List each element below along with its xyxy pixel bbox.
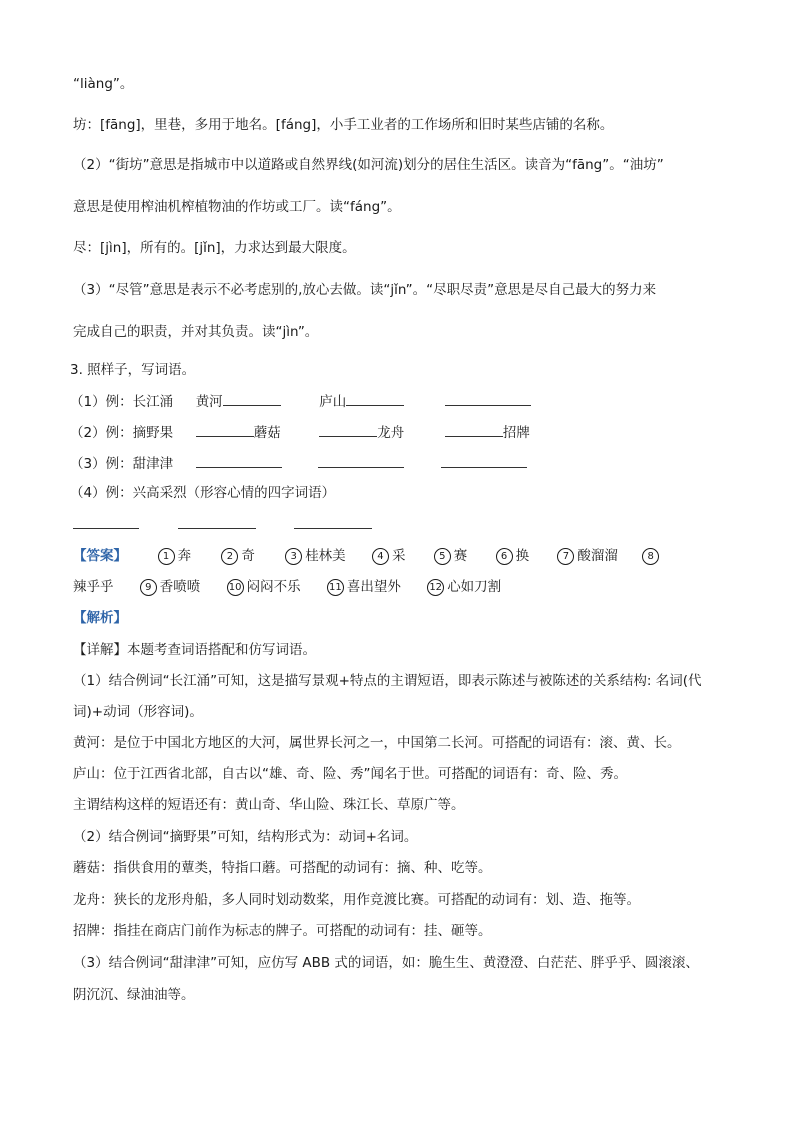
- answer-item: 11 喜出望外: [327, 579, 401, 595]
- exercise-row-1: [70, 391, 531, 411]
- answer-item: 8: [642, 548, 662, 564]
- answer-item: 4 采: [372, 548, 406, 564]
- text-line: 尽：[jìn]，所有的。[jǐn]，力求达到最大限度。: [73, 240, 356, 256]
- answer-item: 5 赛: [434, 548, 468, 564]
- analysis-line: （2）结合例词“摘野果”可知，结构形式为：动词+名词。: [73, 829, 418, 845]
- answer-blank[interactable]: [196, 453, 282, 468]
- answer-blank[interactable]: [73, 514, 139, 529]
- answer-blank[interactable]: [318, 453, 404, 468]
- exercise-row-4: （4）例：兴高采烈（形容心情的四字词语）: [70, 485, 336, 501]
- text-line: 坊：[fāng]，里巷，多用于地名。[fáng]，小手工业者的工作场所和旧时某些店铺的名称。: [73, 117, 614, 133]
- answer-blank[interactable]: [441, 453, 527, 468]
- answer-item: 7 酸溜溜: [557, 548, 618, 564]
- exercise-word: 龙舟: [377, 425, 405, 441]
- analysis-line: 黄河：是位于中国北方地区的大河，属世界长河之一，中国第二长河。可搭配的词语有：滚、黄、长。: [73, 735, 681, 751]
- answer-blank[interactable]: [196, 422, 254, 437]
- exercise-prefix: （1）例：长江涌: [70, 394, 174, 410]
- answer-line-1: [73, 547, 662, 565]
- answer-item: 10 闷闷不乐: [227, 579, 301, 595]
- text-line: （2）“街坊”意思是指城市中以道路或自然界线(如河流)划分的居住生活区。读音为“fāng”。“油坊”: [73, 157, 664, 173]
- exercise-row-4-blanks: [73, 514, 372, 534]
- exercise-word: 庐山: [319, 394, 347, 410]
- analysis-line: 主谓结构这样的短语还有：黄山奇、华山险、珠江长、草原广等。: [73, 797, 465, 813]
- answer-blank[interactable]: [294, 514, 372, 529]
- exercise-word: 蘑菇: [253, 425, 281, 441]
- analysis-label: 【解析】: [73, 610, 127, 626]
- answer-line-2: [73, 578, 501, 596]
- analysis-line: 【详解】本题考查词语搭配和仿写词语。: [73, 642, 316, 658]
- analysis-line: 阴沉沉、绿油油等。: [73, 987, 195, 1003]
- exercise-row-3: [70, 453, 527, 473]
- exercise-row-2: [70, 422, 530, 442]
- exercise-word: 招牌: [502, 425, 530, 441]
- answer-label: 【答案】: [73, 548, 127, 564]
- text-line: “liàng”。: [73, 76, 134, 92]
- analysis-line: 庐山：位于江西省北部，自古以“雄、奇、险、秀”闻名于世。可搭配的词语有：奇、险、秀。: [73, 766, 627, 782]
- analysis-line: （3）结合例词“甜津津”可知，应仿写 ABB 式的词语，如：脆生生、黄澄澄、白茫茫、胖乎乎、圆滚滚、: [73, 955, 699, 971]
- analysis-line: 蘑菇：指供食用的蕈类，特指口蘑。可搭配的动词有：摘、种、吃等。: [73, 860, 492, 876]
- analysis-line: 招牌：指挂在商店门前作为标志的牌子。可搭配的动词有：挂、砸等。: [73, 923, 492, 939]
- answer-item: 1 奔: [158, 548, 192, 564]
- answer-blank[interactable]: [178, 514, 256, 529]
- answer-blank[interactable]: [445, 391, 531, 406]
- answer-blank[interactable]: [223, 391, 281, 406]
- text-line: （3）“尽管”意思是表示不必考虑别的,放心去做。读“jǐn”。“尽职尽责”意思是尽自己最大的努力来: [73, 282, 657, 298]
- answer-blank[interactable]: [445, 422, 503, 437]
- exercise-word: 黄河: [195, 394, 223, 410]
- answer-item: 6 换: [496, 548, 530, 564]
- analysis-line: 龙舟：狭长的龙形舟船，多人同时划动数桨，用作竞渡比赛。可搭配的动词有：划、造、拖等。: [73, 892, 640, 908]
- analysis-line: 词)+动词（形容词)。: [73, 704, 203, 720]
- text-line: 意思是使用榨油机榨植物油的作坊或工厂。读“fáng”。: [73, 199, 401, 215]
- exercise-prefix: （3）例：甜津津: [70, 456, 174, 472]
- answer-item: 12 心如刀割: [427, 579, 501, 595]
- answer-item: 3 桂林美: [285, 548, 346, 564]
- answer-item: 9 香喷喷: [140, 579, 201, 595]
- text-line: 完成自己的职责，并对其负责。读“jìn”。: [73, 324, 319, 340]
- answer-item: 2 奇: [221, 548, 255, 564]
- answer-item: 辣乎乎: [73, 579, 114, 595]
- analysis-line: （1）结合例词“长江涌”可知，这是描写景观+特点的主谓短语，即表示陈述与被陈述的关系结构: 名词(代: [73, 673, 702, 689]
- answer-blank[interactable]: [319, 422, 377, 437]
- question-title: 3. 照样子，写词语。: [70, 362, 196, 378]
- exercise-prefix: （2）例：摘野果: [70, 425, 174, 441]
- answer-blank[interactable]: [346, 391, 404, 406]
